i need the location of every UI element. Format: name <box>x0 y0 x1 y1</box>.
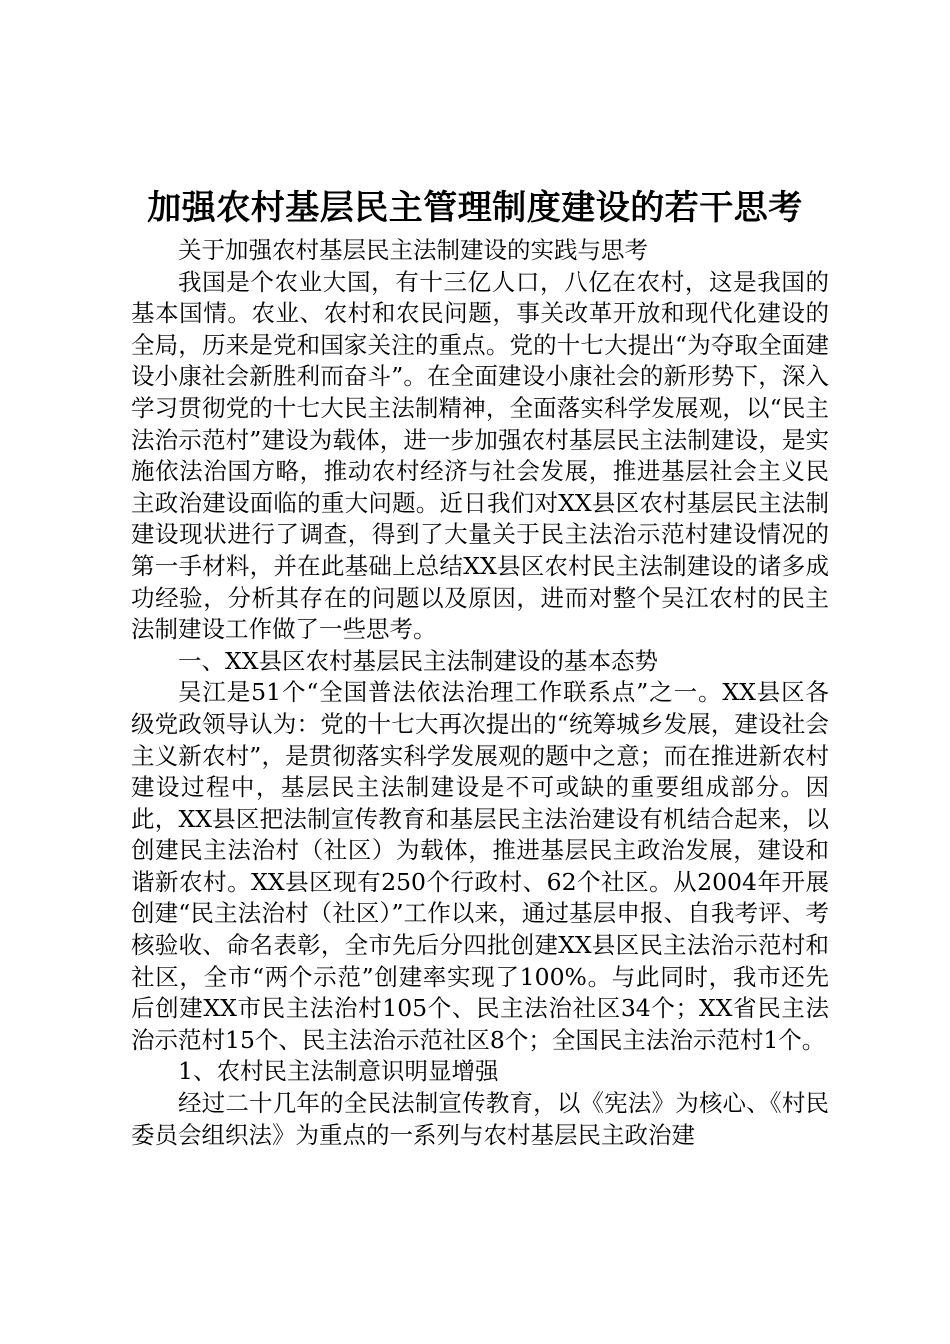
intro-paragraph: 我国是个农业大国，有十三亿人口，八亿在农村，这是我国的基本国情。农业、农村和农民问题，事关改革开放和现代化建设的全局，历来是党和国家关注的重点。党的十七大提出“为夺取全面建设小康社会新胜利而奋斗”。在全面建设小康社会的新形势下，深入学习贯彻党的十七大民主法制精神，全面落实科学发展观，以“民主法治示范村”建设为载体，进一步加强农村基层民主法制建设，是实施依法治国方略，推动农村经济与社会发展，推进基层社会主义民主政治建设面临的重大问题。近日我们对XX县区农村基层民主法制建设现状进行了调查，得到了大量关于民主法治示范村建设情况的第一手材料，并在此基础上总结XX县区农村民主法制建设的诸多成功经验，分析其存在的问题以及原因，进而对整个吴江农村的民主法制建设工作做了一些思考。 <box>131 267 829 644</box>
document-title: 加强农村基层民主管理制度建设的若干思考 <box>147 188 803 228</box>
body-paragraph: 吴江是51个“全国普法依法治理工作联系点”之一。XX县区各级党政领导认为：党的十七大再次提出的“统筹城乡发展，建设社会主义新农村”，是贯彻落实科学发展观的题中之意；而在推进新农村建设过程中，基层民主法制建设是不可或缺的重要组成部分。因此，XX县区把法制宣传教育和基层民主法治建设有机结合起来，以创建民主法治村（社区）为载体，推进基层民主政治发展，建设和谐新农村。XX县区现有250个行政村、62个社区。从2004年开展创建“民主法治村（社区）”工作以来，通过基层申报、自我考评、考核验收、命名表彰，全市先后分四批创建XX县区民主法治示范村和社区，全市“两个示范”创建率实现了100%。与此同时，我市还先后创建XX市民主法治村105个、民主法治社区34个；XX省民主法治示范村15个、民主法治示范社区8个；全国民主法治示范村1个。 <box>131 678 829 1054</box>
section-heading: 一、XX县区农村基层民主法制建设的基本态势 <box>178 646 658 675</box>
body-paragraph: 经过二十几年的全民法制宣传教育，以《宪法》为核心、《村民委员会组织法》为重点的一系列与农村基层民主政治建 <box>131 1089 829 1149</box>
subsection-heading: 1、农村民主法制意识明显增强 <box>178 1057 499 1086</box>
subtitle-paragraph: 关于加强农村基层民主法制建设的实践与思考 <box>178 236 648 264</box>
document-body <box>131 235 829 1151</box>
